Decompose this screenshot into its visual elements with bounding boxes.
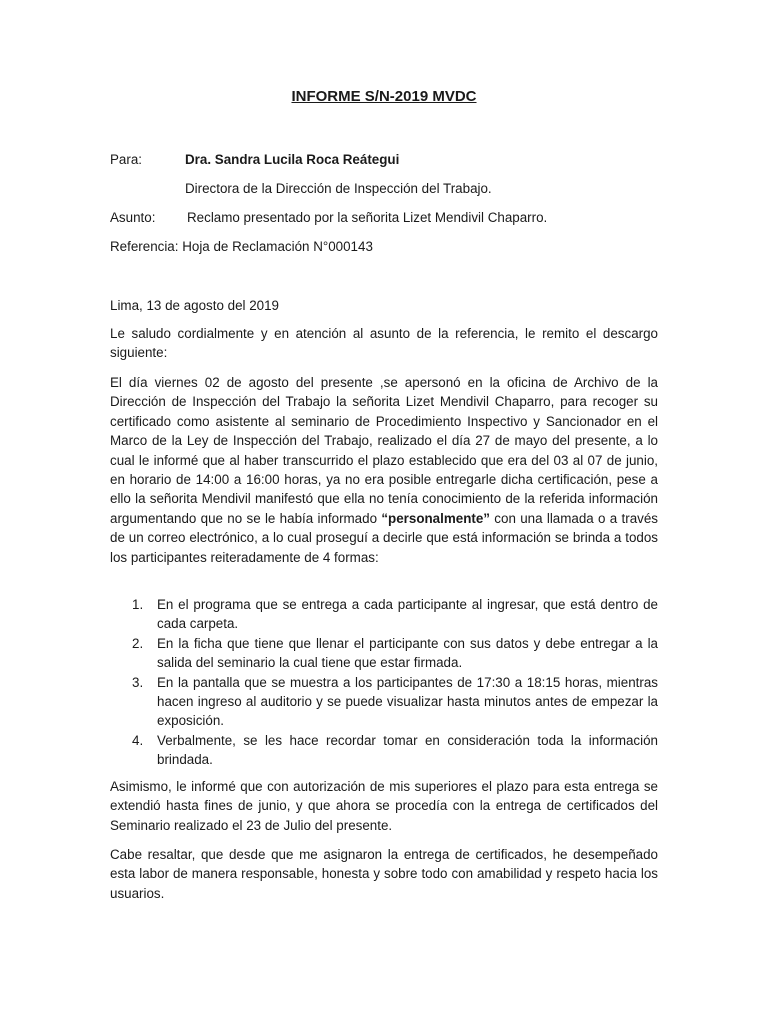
para-name: Dra. Sandra Lucila Roca Reátegui	[185, 152, 400, 167]
paragraph-1-start: El día viernes 02 de agosto del presente ,se apersonó en la oficina de Archivo de la Dirección de Inspección del Trabajo la señorita Lizet Mendivil Chaparro, para recoger su certificado como asistente al seminario de Procedimiento Inspectivo y Sancionador en el Marco de la Ley de Inspección del Trabajo, realizado el día 27 de mayo del presente, a lo cual le informé que al haber transcurrido el plazo establecido que era del 03 al 07 de junio, en horario de 14:00 a 16:00 horas, ya no era posible entregarle dicha certificación, pese a ello la señorita Mendivil manifestó que ella no tenía conocimiento de la referida información argumentando que no se le había informado	[110, 375, 658, 526]
list-item: 1. En el programa que se entrega a cada participante al ingresar, que está dentro de cada carpeta.	[132, 597, 658, 632]
list-item: 2. En la ficha que tiene que llenar el participante con sus datos y debe entregar a la salida del seminario la cual tiene que estar firmada.	[132, 635, 658, 671]
document-title: INFORME S/N-2019 MVDC	[291, 88, 477, 105]
para-role: Directora de la Dirección de Inspección del Trabajo.	[185, 181, 492, 196]
paragraph-1-end: con una llamada o a través de un correo electrónico, a lo cual proseguí a decirle que está información se brinda a todos los participantes reiteradamente de 4 formas:	[110, 510, 658, 565]
referencia: Referencia: Hoja de Reclamación N°000143	[110, 239, 373, 254]
paragraph-2: Asimismo, le informé que con autorización de mis superiores el plazo para esta entrega se extendió hasta fines de junio, y que ahora se procedía con la entrega de certificados del Seminario realizado el 23 de Julio del presente.	[110, 779, 658, 833]
asunto-text: Reclamo presentado por la señorita Lizet Mendivil Chaparro.	[187, 210, 548, 225]
paragraph-3: Cabe resaltar, que desde que me asignaron la entrega de certificados, he desempeñado esta labor de manera responsable, honesta y sobre todo con amabilidad y respeto hacia los usuarios.	[110, 847, 658, 901]
forms-list	[132, 595, 658, 770]
list-item: 4. Verbalmente, se les hace recordar tomar en consideración toda la información brindada.	[132, 732, 658, 768]
list-item: 3. En la pantalla que se muestra a los participantes de 17:30 a 18:15 horas, mientras hacen ingreso al auditorio y se puede visualizar hasta minutos antes de empezar la exposición.	[132, 674, 658, 729]
asunto-label: Asunto:	[110, 210, 156, 225]
date-line: Lima, 13 de agosto del 2019	[110, 298, 279, 313]
paragraph-1	[110, 373, 658, 567]
greeting-paragraph: Le saludo cordialmente y en atención al asunto de la referencia, le remito el descargo siguiente:	[110, 326, 658, 361]
para-label: Para:	[110, 152, 143, 167]
paragraph-1-emphasis: “personalmente”	[381, 510, 490, 526]
